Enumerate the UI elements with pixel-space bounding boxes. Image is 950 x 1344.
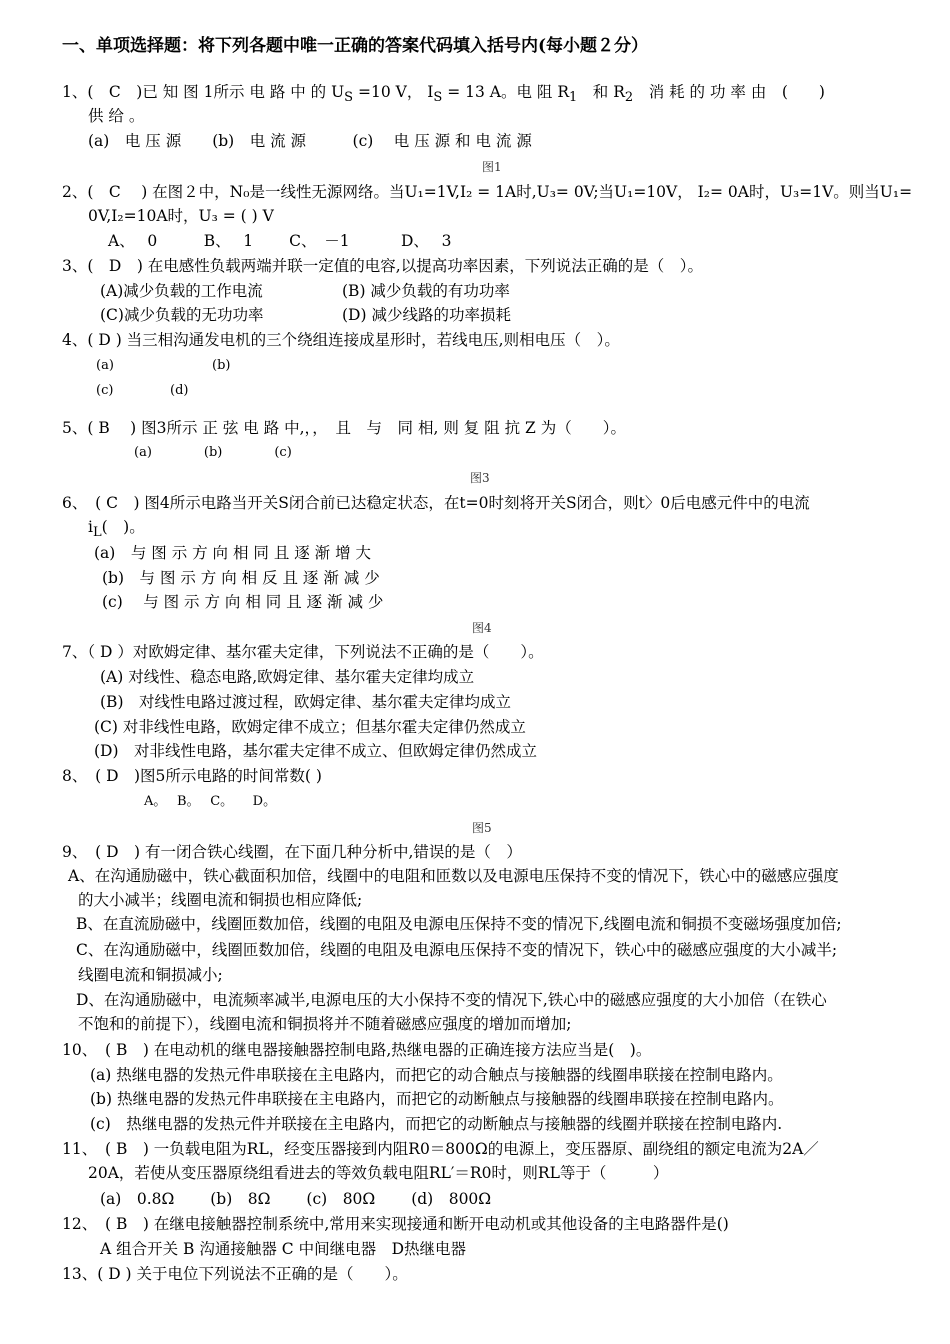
q6-sub-l: L — [92, 525, 102, 541]
q7-option-c: (C) 对非线性电路，欧姆定律不成立；但基尔霍夫定律仍然成立 — [94, 718, 526, 736]
q9-option-b: B、在直流励磁中，线圈匝数加倍，线圈的电阻及电源电压保持不变的情况下,线圈电流和铜损不变磁场强度加倍; — [76, 915, 842, 933]
q10-option-b: (b) 热继电器的发热元件串联接在主电路内，而把它的动断触点与接触器的线圈串联接在控制电路内。 — [90, 1090, 784, 1108]
figure-4-caption: 图4 — [472, 621, 492, 635]
figure-5-caption: 图5 — [472, 821, 492, 835]
q3-option-b: (B) 减少负载的有功功率 — [342, 282, 510, 300]
section-title: 一、单项选择题：将下列各题中唯一正确的答案代码填入括号内(每小题２分） — [62, 36, 649, 56]
q6-line-2 — [88, 517, 145, 543]
question-9: 9、 ( D ) 有一闭合铁心线圈，在下面几种分析中,错误的是（ ） — [62, 843, 522, 861]
q6-option-a: (a) 与 图 示 方 向 相 同 且 逐 渐 增 大 — [94, 544, 372, 562]
q1-text-b: =10 V， I — [353, 83, 434, 101]
q4-option-d: (d) — [170, 383, 189, 398]
question-7: 7、（ D ）对欧姆定律、基尔霍夫定律，下列说法不正确的是（ ）。 — [62, 643, 544, 661]
q6-option-c: (c) 与 图 示 方 向 相 同 且 逐 渐 减 少 — [102, 593, 384, 611]
question-10: 10、 ( B ) 在电动机的继电器接触器控制电路,热继电器的正确连接方法应当是( )。 — [62, 1041, 652, 1059]
q1-sub-us: S — [344, 90, 354, 106]
q9-option-a-line-2: 的大小减半；线圈电流和铜损也相应降低; — [78, 891, 363, 909]
q7-option-b: (B) 对线性电路过渡过程，欧姆定律、基尔霍夫定律均成立 — [100, 693, 511, 711]
q5-options: (a) (b) (c) — [134, 445, 292, 460]
q6-option-b: (b) 与 图 示 方 向 相 反 且 逐 渐 减 少 — [102, 569, 380, 587]
q1-text-d: 和 R — [577, 83, 625, 101]
question-12: 12、 ( B ) 在继电接触器控制系统中,常用来实现接通和断开电动机或其他设备的主电路器件是() — [62, 1215, 729, 1233]
question-8: 8、 ( D )图5所示电路的时间常数( ) — [62, 767, 322, 785]
q9-option-c-line-2: 线圈电流和铜损减小; — [78, 966, 223, 984]
q9-option-c-line-1: C、在沟通励磁中，线圈匝数加倍，线圈的电阻及电源电压保持不变的情况下，铁心中的磁感应强度的大小减半; — [76, 941, 838, 959]
q9-option-d-line-2: 不饱和的前提下），线圈电流和铜损将并不随着磁感应强度的增加而增加; — [78, 1015, 572, 1033]
q2-options: A、 0 B、 1 C、 －1 D、 3 — [108, 232, 452, 250]
q11-line-2: 20A，若使从变压器原绕组看进去的等效负载电阻RL′＝R0时，则RL等于（ ） — [88, 1164, 669, 1182]
q4-option-c: (c) — [96, 383, 114, 398]
q3-option-a: (A)减少负载的工作电流 — [100, 282, 263, 300]
q7-option-a: (A) 对线性、稳态电路,欧姆定律、基尔霍夫定律均成立 — [100, 668, 475, 686]
question-2: 2、( C ) 在图２中，N₀是一线性无源网络。当U₁=1V,I₂ = 1A时,U₃= 0V;当U₁=10V， I₂= 0A时，U₃=1V。则当U₁= — [62, 183, 913, 201]
q10-option-a: (a) 热继电器的发热元件串联接在主电路内，而把它的动合触点与接触器的线圈串联接在控制电路内。 — [90, 1066, 783, 1084]
q1-text-e: 消 耗 的 功 率 由 ( ) — [633, 83, 825, 101]
q1-line-2: 供 给 。 — [88, 107, 145, 125]
q3-option-c: (C)减少负载的无功功率 — [100, 306, 264, 324]
q4-option-b: (b) — [212, 358, 231, 373]
figure-3-caption: 图3 — [470, 471, 490, 485]
figure-1-caption: 图1 — [482, 160, 502, 174]
q9-option-d-line-1: D、在沟通励磁中，电流频率减半,电源电压的大小保持不变的情况下,铁心中的磁感应强度的大小加倍（在铁心 — [76, 991, 827, 1009]
question-4: 4、( D ) 当三相沟通发电机的三个绕组连接成星形时，若线电压,则相电压（ ）。 — [62, 331, 620, 349]
q2-line-2: 0V,I₂=10A时，U₃ = ( ) V — [88, 207, 274, 225]
q6-current-symbol: i — [88, 518, 93, 536]
q3-option-d: (D) 减少线路的功率损耗 — [342, 306, 511, 324]
question-6: 6、 ( C ) 图4所示电路当开关S闭合前已达稳定状态，在t=0时刻将开关S闭合，则t〉0后电感元件中的电流 — [62, 494, 810, 512]
q1-sub-r1: 1 — [569, 90, 578, 106]
q6-blank: ( )。 — [101, 518, 145, 536]
question-5: 5、( B ) 图3所示 正 弦 电 路 中,，， 且 与 同 相, 则 复 阻 抗 Z 为（ ）。 — [62, 419, 626, 437]
question-3: 3、( D ) 在电感性负载两端并联一定值的电容,以提高功率因素，下列说法正确的是（ ）。 — [62, 257, 703, 275]
question-1 — [62, 82, 825, 108]
q10-option-c: (c) 热继电器的发热元件并联接在主电路内，而把它的动断触点与接触器的线圈并联接在控制电路内. — [90, 1115, 783, 1133]
q12-options: A 组合开关 B 沟通接触器 C 中间继电器 D热继电器 — [100, 1240, 467, 1258]
question-11: 11、 ( B ) 一负载电阻为RL，经变压器接到内阻R0＝800Ω的电源上，变压器原、副绕组的额定电流为2A／ — [62, 1140, 819, 1158]
q4-option-a: (a) — [96, 358, 114, 373]
q9-option-a-line-1: A、在沟通励磁中，铁心截面积加倍，线圈中的电阻和匝数以及电源电压保持不变的情况下，铁心中的磁感应强度 — [68, 867, 839, 885]
q8-options: A。 B。 C。 D。 — [144, 794, 277, 809]
q1-options: (a) 电 压 源 (b) 电 流 源 (c) 电 压 源 和 电 流 源 — [88, 132, 532, 150]
q1-text-c: = 13 A。电 阻 R — [442, 83, 570, 101]
q7-option-d: (D) 对非线性电路，基尔霍夫定律不成立、但欧姆定律仍然成立 — [94, 742, 538, 760]
q1-text-a: 1、( C )已 知 图 1所示 电 路 中 的 U — [62, 83, 345, 101]
q1-sub-is: S — [433, 90, 443, 106]
question-13: 13、( D ) 关于电位下列说法不正确的是（ ）。 — [62, 1265, 408, 1283]
q11-options: (a) 0.8Ω (b) 8Ω (c) 80Ω (d) 800Ω — [100, 1190, 492, 1208]
q1-sub-r2: 2 — [624, 90, 634, 106]
